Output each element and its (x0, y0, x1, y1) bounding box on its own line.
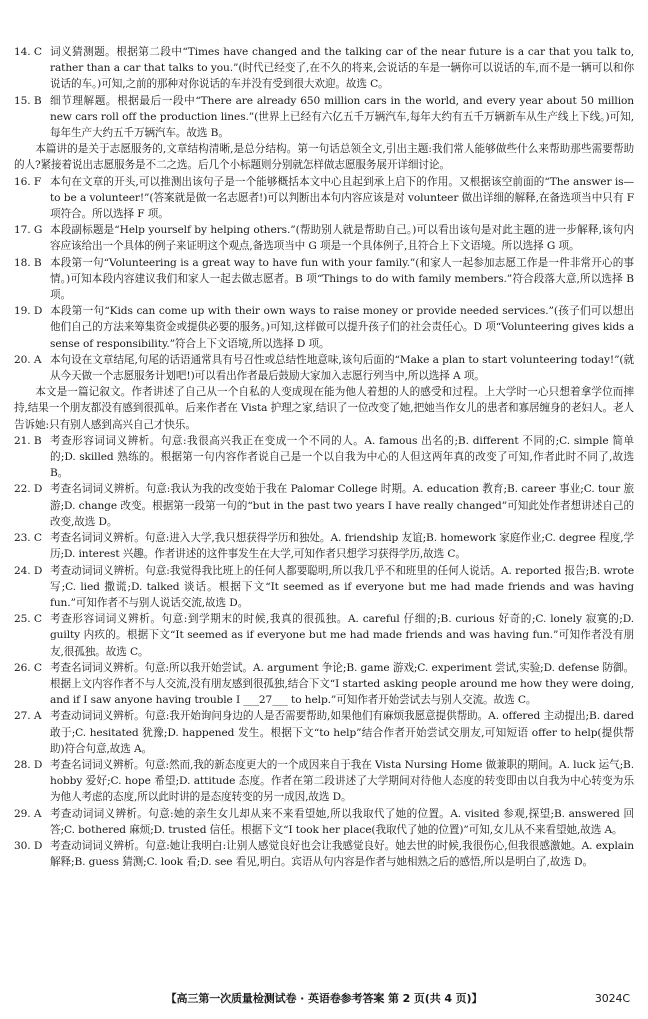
answer-number: 18. B (14, 256, 42, 269)
answer-number: 24. D (14, 564, 43, 577)
answer-explanation: 本段副标题是“Help yourself by helping others.”(帮助别人就是帮助自己。)可以看出该句是对此主题的进一步解释,该句内容应该给出一个具体的例子来证明这个观点,备选项当中 G 项是一个具体例子,且符合上下文语境。所以选择 G 项。 (50, 224, 634, 253)
answer-group-reading-c (14, 44, 634, 141)
answer-number: 22. D (14, 483, 43, 496)
answer-number: 23. C (14, 532, 42, 545)
answer-item (14, 255, 634, 304)
answer-explanation: 考查名词词义辨析。句意:然而,我的新态度更大的一个成因来自于我在 Vista Nursing Home 做兼职的期间。A. luck 运气;B. hobby 爱好;C. hope 希望;D. attitude 态度。作者在第二段讲述了大学期间对待他人态度的转变即由以自我为中心转变为乐为他人考虑的态度,所以此时讲的是态度转变的另一成因,故选 D。 (50, 758, 634, 804)
answer-item (14, 174, 634, 223)
answer-number: 17. G (14, 224, 43, 237)
answer-explanation: 考查动词词义辨析。句意:她的亲生女儿却从来不来看望她,所以我取代了她的位置。A. visited 参观,探望;B. answered 回答;C. bothered 麻烦;D. trusted 信任。根据下文“I took her place(我取代了她的位置)”可知,女儿从不来看望她,故选 A。 (50, 807, 634, 836)
answer-explanation: 考查形容词词义辨析。句意:到学期末的时候,我真的很孤独。A. careful 仔细的;B. curious 好奇的;C. lonely 寂寞的;D. guilty 内疚的。根据下文“It seemed as if everyone but me had made friends and was having fun.”可知作者没有朋友,很孤独。故选 C。 (50, 613, 634, 658)
answer-item (14, 838, 634, 870)
answer-number: 30. D (14, 839, 43, 852)
passage-summary: 本文是一篇记叙文。作者讲述了自己从一个自私的人变成现在能为他人着想的人的感受和过程。上大学时一心只想着拿学位而摔持,结果一个朋友都没有感到很孤单。后来作者在 Vista 护理之家,结识了一位改变了她,把她当作女儿的患者和寡居缠身的老妇人。老人告诉她:只有别人感到高兴自己才快乐。 (14, 386, 634, 431)
answer-item (14, 611, 634, 660)
answer-number: 25. C (14, 613, 42, 626)
answer-number: 29. A (14, 807, 42, 820)
answer-item (14, 433, 634, 482)
answer-number: 14. C (14, 46, 42, 58)
answer-number: 15. B (14, 94, 42, 107)
answer-explanation: 考查名词词义辨析。句意:我认为我的改变始于我在 Palomar College 时期。A. education 教育;B. career 事业;C. tour 旅游;D. change 改变。根据第一段第一句的“but in the past two years I have really changed”可知此处作者想讲述自己的改变,故选 D。 (50, 483, 634, 528)
answer-number: 21. B (14, 434, 42, 447)
answer-number: 16. F (14, 175, 42, 188)
answer-explanation: 考查动词词义辨析。句意:我觉得我比班上的任何人都要聪明,所以我几乎不和班里的任何人说话。A. reported 报告;B. wrote 写;C. lied 撒谎;D. talked 谈话。根据下文“It seemed as if everyone but me had made friends and was having fun.”可知作者不与别人说话交流,故选 D。 (50, 564, 634, 609)
answer-explanation: 本句在文章的开头,可以推测出该句子是一个能够概括本文中心且起到承上启下的作用。又根据该空前面的“The answer is—to be a volunteer!”(答案就是做一名志愿者!)可以判断出本句内容应该是对 volunteer 做出详细的解释,在备选项当中只有 F 项符合。所以选择 F 项。 (50, 175, 634, 221)
answer-item (14, 757, 634, 806)
answer-number: 20. A (14, 353, 42, 366)
answer-item (14, 222, 634, 254)
answer-group-seven-choose-five (14, 174, 634, 385)
answer-item (14, 93, 634, 142)
answer-explanation: 考查名词词义辨析。句意:进入大学,我只想获得学历和独处。A. friendship 友谊;B. homework 家庭作业;C. degree 程度,学历;D. interest 兴趣。作者讲述的这件事发生在大学,可知作者只想学习获得学历,故选 C。 (50, 532, 634, 561)
answer-explanation: 本段第一句“Volunteering is a great way to have fun with your family.”(和家人一起参加志愿工作是一件非常开心的事情。)可知本段内容建议我们和家人一起去做志愿者。B 项“Things to do with family members.”符合段落大意,所以选择 B 项。 (50, 256, 634, 302)
answer-number: 28. D (14, 758, 43, 771)
answer-explanation: 考查形容词词义辨析。句意:我很高兴我正在变成一个不同的人。A. famous 出名的;B. different 不同的;C. simple 简单的;D. skilled 熟练的。根据第一句内容作者说自己是一个以自我为中心的人但这两年真的改变了可知,作者此时不同了,故选 B。 (50, 434, 634, 480)
answer-explanation: 词义猜测题。根据第二段中“Times have changed and the talking car of the near future is a car that you talk to, rather than a car that talks to you.”(时代已经变了,在不久的将来,会说话的车是一辆你可以说话的车,而不是一辆可以和你说话的车。)可知,之前的那种对你说话的车并没有受到很大欢迎。故选 C。 (50, 46, 634, 91)
answer-item (14, 660, 634, 709)
answer-number: 19. D (14, 305, 43, 318)
answer-item (14, 481, 634, 530)
answer-explanation: 考查动词词义辨析。句意:她让我明白:让别人感觉良好也会让我感觉良好。她去世的时候,我很伤心,但我很感激她。A. explain 解释;B. guess 猜测;C. look 看;D. see 看见,明白。宾语从句内容是作者与她相熟之后的感悟,所以是明白了,故选 D。 (50, 839, 634, 869)
footer-title: 【高三第一次质量检测试卷 · 英语卷参考答案 第 2 页(共 4 页)】 (165, 992, 483, 1005)
page-footer (0, 990, 648, 1008)
answer-number: 26. C (14, 661, 42, 674)
answer-explanation: 本句设在文章结尾,句尾的话语通常具有号召性或总结性地意味,该句后面的“Make a plan to start volunteering today!”(就从今天做一个志愿服务计划吧!)可以看出作者最后鼓励大家加入志愿行列当中,所以选择 A 项。 (50, 353, 634, 383)
passage-summary: 本篇讲的是关于志愿服务的,文章结构清晰,是总分结构。第一句话总领全文,引出主题:我们常人能够做些什么来帮助那些需要帮助的人?紧接着说出志愿服务是不二之选。后几个小标题则分别就怎样做志愿服务展开详细讨论。 (14, 143, 634, 172)
answer-explanation: 考查动词词义辨析。句意:我开始询问身边的人是否需要帮助,如果他们有麻烦我愿意提供帮助。A. offered 主动提出;B. dared 敢于;C. hesitated 犹豫;D. happened 发生。根据下文“to help”结合作者开始尝试交朋友,可知短语 offer to help(提供帮助)符合句意,故选 A。 (50, 710, 634, 755)
answer-item (14, 352, 634, 384)
exam-code: 3024C (594, 992, 630, 1005)
answer-group-cloze (14, 433, 634, 870)
answer-item (14, 530, 634, 562)
answer-item (14, 303, 634, 352)
answer-item (14, 44, 634, 93)
answer-number: 27. A (14, 710, 42, 723)
answer-item (14, 806, 634, 838)
answer-explanation: 考查名词词义辨析。句意:所以我开始尝试。A. argument 争论;B. game 游戏;C. experiment 尝试,实验;D. defense 防御。根据上文内容作者不与人交流,没有朋友感到很孤独,结合下文“I started asking people around me how they were doing, and if I saw anyone having trouble I ___27___ to help.”可知作者开始尝试去与别人交流。故选 C。 (50, 661, 634, 707)
answer-item (14, 708, 634, 757)
answer-explanation: 本段第一句“Kids can come up with their own ways to raise money or provide needed services.”(孩子们可以想出他们自己的方法来筹集资金或提供必要的服务。)可知,这样做可以提升孩子们的社会责任心。D 项“Volunteering gives kids a sense of responsibility.”符合上下文语境,所以选择 D 项。 (50, 305, 634, 350)
answer-explanation: 细节理解题。根据最后一段中“There are already 650 million cars in the world, and every year about 50 million new cars roll off the production lines.”(世界上已经有六亿五千万辆汽车,每年大约有五千万辆新车从生产线上下线。)可知,每年生产大约五千万辆汽车。故选 B。 (50, 94, 634, 140)
answer-item (14, 563, 634, 612)
